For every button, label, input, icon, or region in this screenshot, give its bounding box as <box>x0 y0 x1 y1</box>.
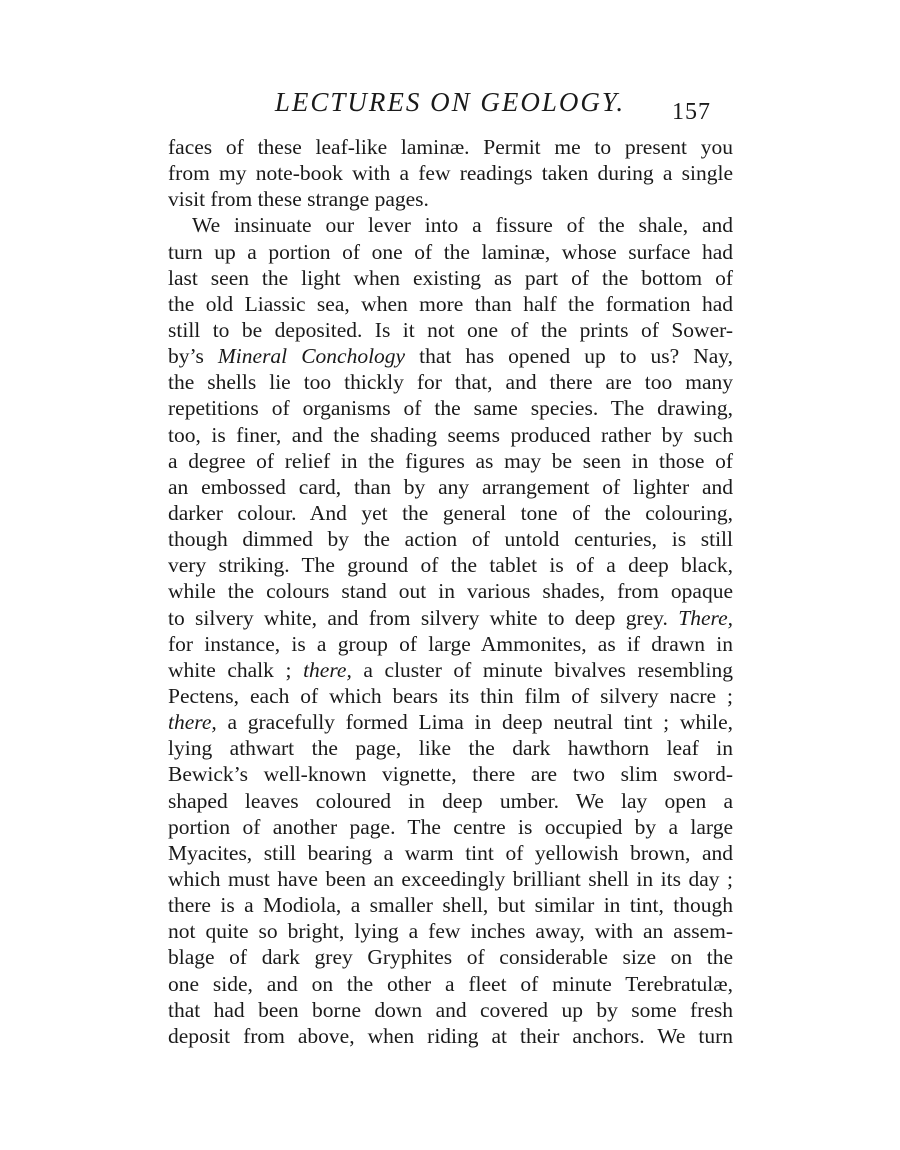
text-line: faces of these leaf-like laminæ. Permit me to present you <box>168 135 733 159</box>
text-line: shaped leaves coloured in deep umber. We lay open a <box>168 788 733 813</box>
text-line: lying athwart the page, like the dark hawthorn leaf in <box>168 736 733 761</box>
text-line: blage of dark grey Gryphites of considerable size on the <box>168 945 733 970</box>
text-line: last seen the light when existing as part of the bottom of <box>168 265 733 290</box>
text-line: that had been borne down and covered up by some fresh <box>168 997 733 1022</box>
running-head <box>0 85 900 125</box>
text-line: Bewick’s well-known vignette, there are two slim sword- <box>168 762 733 787</box>
text-line <box>168 343 733 369</box>
body-text <box>168 134 733 1049</box>
text-line: turn up a portion of one of the laminæ, whose surface had <box>168 239 733 264</box>
text-line: Myacites, still bearing a warm tint of yellowish brown, and <box>168 840 733 865</box>
text-line: though dimmed by the action of untold centuries, is still <box>168 527 733 552</box>
text-run: to silvery white, and from silvery white to deep grey. <box>168 605 679 630</box>
text-line: darker colour. And yet the general tone of the colouring, <box>168 500 733 525</box>
text-line: We insinuate our lever into a fissure of the shale, and <box>192 213 733 238</box>
text-line: an embossed card, than by any arrangement of lighter and <box>168 474 733 499</box>
text-line: too, is finer, and the shading seems produced rather by such <box>168 422 733 447</box>
text-line: not quite so bright, lying a few inches away, with an assem- <box>168 919 733 944</box>
text-run: white chalk ; <box>168 657 304 682</box>
text-line: there is a Modiola, a smaller shell, but similar in tint, though <box>168 893 733 918</box>
text-run: by’s <box>168 344 218 369</box>
text-line: for instance, is a group of large Ammonites, as if drawn in <box>168 631 733 656</box>
text-line: visit from these strange pages. <box>168 187 429 212</box>
text-line: the shells lie too thickly for that, and there are too many <box>168 370 733 395</box>
page-number: 157 <box>672 99 711 125</box>
text-line: repetitions of organisms of the same species. The drawing, <box>168 396 733 421</box>
text-line: Pectens, each of which bears its thin film of silvery nacre ; <box>168 683 733 708</box>
text-run: a gracefully formed Lima in deep neutral tint ; while, <box>216 710 733 735</box>
text-run: that has opened up to us? Nay, <box>405 344 734 369</box>
text-line <box>168 605 733 631</box>
text-line: which must have been an exceedingly brilliant shell in its day ; <box>168 866 733 891</box>
italic-word: There, <box>678 605 733 630</box>
text-line <box>168 657 733 683</box>
text-line: very striking. The ground of the tablet is of a deep black, <box>168 553 733 578</box>
text-line: one side, and on the other a fleet of minute Terebratulæ, <box>168 971 733 996</box>
italic-title: Mineral Conchology <box>217 344 406 369</box>
text-line: the old Liassic sea, when more than half the formation had <box>168 291 733 316</box>
text-line: deposit from above, when riding at their anchors. We turn <box>168 1023 733 1048</box>
text-line: while the colours stand out in various shades, from opaque <box>168 579 733 604</box>
text-line: still to be deposited. Is it not one of the prints of Sower- <box>168 317 733 342</box>
text-line <box>168 709 733 735</box>
italic-word: there, <box>303 657 352 682</box>
text-run: a cluster of minute bivalves resembling <box>351 657 733 682</box>
text-line: from my note-book with a few readings taken during a single <box>168 161 733 186</box>
running-title: LECTURES ON GEOLOGY. <box>274 87 626 117</box>
text-line: a degree of relief in the figures as may be seen in those of <box>168 448 733 473</box>
text-line: portion of another page. The centre is occupied by a large <box>168 814 733 839</box>
italic-word: there, <box>168 710 217 735</box>
